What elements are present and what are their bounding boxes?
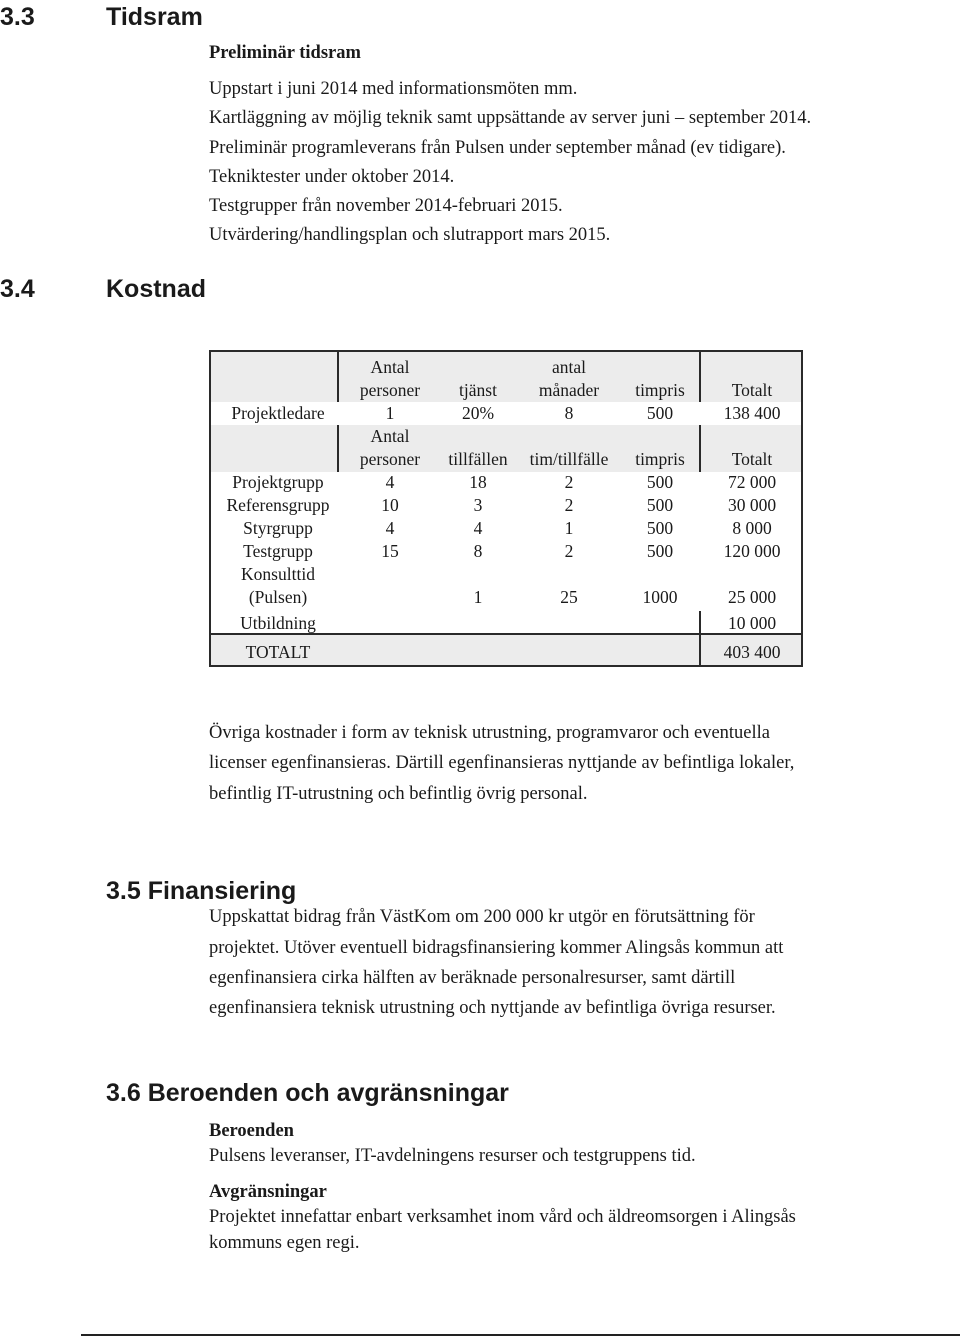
- timeframe-line: Utvärdering/handlingsplan och slutrapport mars 2015.: [209, 225, 611, 245]
- timeframe-line: Preliminär programleverans från Pulsen under september månad (ev tidigare).: [209, 138, 786, 158]
- total-label: TOTALT: [245, 642, 311, 662]
- footer-rule: [81, 1334, 960, 1336]
- cell-value: 1: [385, 403, 395, 423]
- row-label: Utbildning: [240, 613, 316, 633]
- limitations-heading: Avgränsningar: [209, 1182, 327, 1202]
- section-3-4-title: Kostnad: [106, 275, 206, 303]
- header-antal-manader-1: antal: [551, 357, 587, 377]
- section-3-4-number: 3.4: [0, 275, 35, 303]
- header-tim-tillfalle: tim/tillfälle: [529, 449, 609, 469]
- header-band: [211, 352, 801, 402]
- row-label: Projektledare: [231, 403, 325, 423]
- header-personer: personer: [359, 449, 421, 469]
- financing-line: egenfinansiera cirka hälften av beräknade personalresurser, samt därtill: [209, 968, 736, 988]
- cell-value: 15: [381, 541, 399, 561]
- row-label: Projektgrupp: [232, 472, 324, 492]
- header-totalt: Totalt: [731, 380, 773, 400]
- section-3-3-number: 3.3: [0, 3, 35, 31]
- section-3-6-title: 3.6 Beroenden och avgränsningar: [106, 1079, 509, 1107]
- limitations-line: Projektet innefattar enbart verksamhet inom vård och äldreomsorgen i Alingsås: [209, 1207, 796, 1227]
- other-costs-line: licenser egenfinansieras. Därtill egenfinansieras nyttjande av befintliga lokaler,: [209, 753, 795, 773]
- column-divider: [699, 425, 701, 472]
- cell-total: 72 000: [727, 472, 777, 492]
- financing-line: egenfinansiera teknisk utrustning och nyttjande av befintliga övriga resurser.: [209, 998, 776, 1018]
- financing-line: Uppskattat bidrag från VästKom om 200 000 kr utgör en förutsättning för: [209, 907, 755, 927]
- header-antal: Antal: [370, 426, 410, 446]
- row-label: Konsulttid: [241, 564, 315, 584]
- header-tillfallen: tillfällen: [448, 449, 508, 469]
- cell-value: 500: [646, 403, 674, 423]
- header-antal-manader-2: månader: [538, 380, 600, 400]
- cell-value: 2: [564, 472, 574, 492]
- cell-value: 4: [473, 518, 483, 538]
- cell-total: 25 000: [727, 587, 777, 607]
- header-totalt: Totalt: [731, 449, 773, 469]
- section-3-5-title: 3.5 Finansiering: [106, 877, 297, 905]
- row-label-sub: (Pulsen): [248, 587, 308, 607]
- financing-line: projektet. Utöver eventuell bidragsfinansiering kommer Alingsås kommun att: [209, 938, 784, 958]
- cell-value: 500: [646, 541, 674, 561]
- cell-value: 10: [381, 495, 399, 515]
- cell-total: 30 000: [727, 495, 777, 515]
- timeframe-heading: Preliminär tidsram: [209, 43, 361, 63]
- cell-value: 3: [473, 495, 483, 515]
- limitations-line: kommuns egen regi.: [209, 1233, 360, 1253]
- column-divider: [337, 352, 339, 402]
- header-timpris: timpris: [635, 449, 685, 469]
- timeframe-line: Testgrupper från november 2014-februari 2015.: [209, 196, 563, 216]
- dependencies-text: Pulsens leveranser, IT-avdelningens resurser och testgruppens tid.: [209, 1146, 696, 1166]
- cost-table: [209, 350, 803, 667]
- timeframe-line: Kartläggning av möjlig teknik samt uppsättande av server juni – september 2014.: [209, 108, 812, 128]
- cell-value: 1: [473, 587, 483, 607]
- other-costs-line: befintlig IT-utrustning och befintlig övrig personal.: [209, 784, 588, 804]
- row-label: Styrgrupp: [243, 518, 313, 538]
- cell-value: 2: [564, 541, 574, 561]
- cell-value: 8: [564, 403, 574, 423]
- total-value: 403 400: [723, 642, 781, 662]
- timeframe-line: Tekniktester under oktober 2014.: [209, 167, 455, 187]
- cell-value: 500: [646, 518, 674, 538]
- cell-value: 2: [564, 495, 574, 515]
- column-divider: [337, 425, 339, 472]
- header-antal: Antal: [370, 357, 410, 377]
- cell-value: 1: [564, 518, 574, 538]
- cell-total: 8 000: [732, 518, 772, 538]
- row-label: Referensgrupp: [226, 495, 330, 515]
- other-costs-line: Övriga kostnader i form av teknisk utrustning, programvaror och eventuella: [209, 723, 771, 743]
- header-tjanst: tjänst: [459, 380, 497, 400]
- cell-value: 18: [469, 472, 487, 492]
- cell-total: 10 000: [727, 613, 777, 633]
- cell-value: 500: [646, 495, 674, 515]
- row-label: Testgrupp: [243, 541, 313, 561]
- header-timpris: timpris: [635, 380, 685, 400]
- cell-total: 120 000: [723, 541, 781, 561]
- cell-value: 1000: [642, 587, 678, 607]
- header-personer: personer: [359, 380, 421, 400]
- cell-value: 4: [385, 518, 395, 538]
- timeframe-line: Uppstart i juni 2014 med informationsmöten mm.: [209, 79, 578, 99]
- cell-value: 8: [473, 541, 483, 561]
- cell-value: 20%: [461, 403, 495, 423]
- cell-value: 25: [560, 587, 578, 607]
- dependencies-heading: Beroenden: [209, 1121, 294, 1141]
- column-divider: [699, 352, 701, 402]
- cell-total: 138 400: [723, 403, 781, 423]
- column-divider: [699, 611, 701, 665]
- cell-value: 500: [646, 472, 674, 492]
- section-3-3-title: Tidsram: [106, 3, 203, 31]
- cell-value: 4: [385, 472, 395, 492]
